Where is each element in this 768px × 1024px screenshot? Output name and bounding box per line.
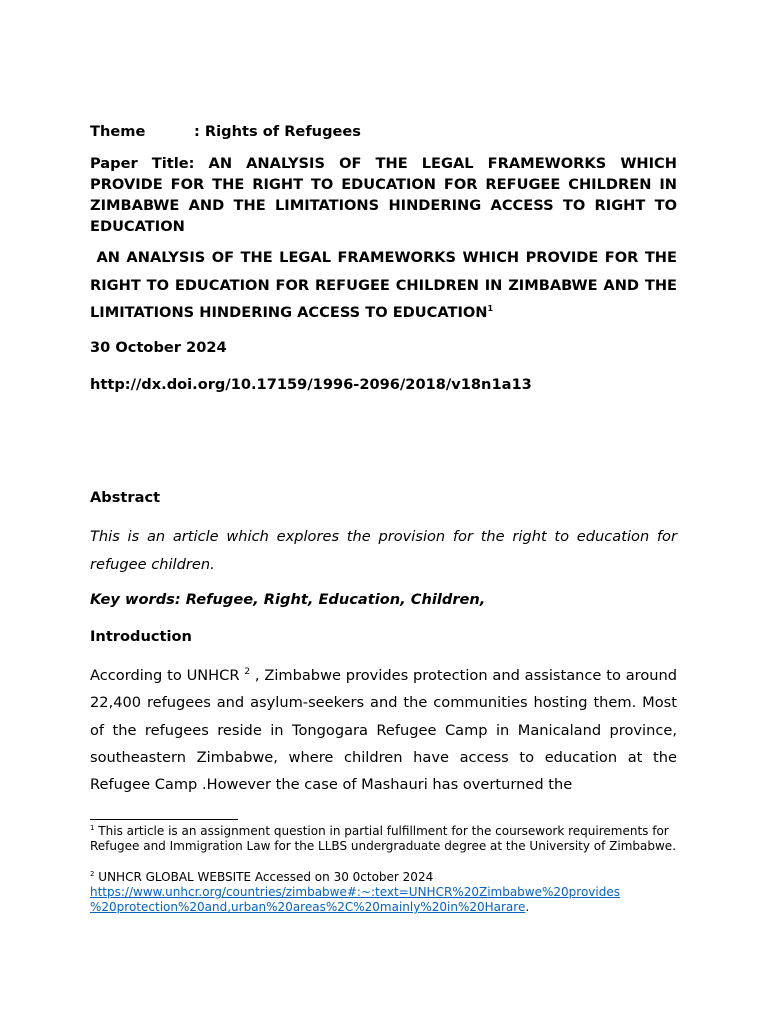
footnote-1-text: This article is an assignment question in partial fulfillment for the coursework requirements for Refugee and Immigration Law for the LLBS undergraduate degree at the University of Zimbabwe. xyxy=(90,824,677,853)
publication-date: 30 October 2024 xyxy=(90,339,227,356)
footnote-2 xyxy=(90,870,677,915)
doi-text: http://dx.doi.org/10.17159/1996-2096/2018/v18n1a13 xyxy=(90,376,532,393)
intro-text-before: According to UNHCR xyxy=(90,667,240,684)
introduction-heading: Introduction xyxy=(90,628,192,645)
keywords: Key words: Refugee, Right, Education, Children, xyxy=(90,591,486,608)
footnote-1-mark: 1 xyxy=(90,824,95,832)
abstract-text: This is an article which explores the provision for the right to education for refugee children. xyxy=(90,528,677,573)
unhcr-link[interactable] xyxy=(90,885,620,914)
footnote-2-mark-visible: 2 xyxy=(90,870,95,878)
paper-title-label: Paper Title: xyxy=(90,155,195,172)
footnote-2-text: UNHCR GLOBAL WEBSITE Accessed on 30 0ctober 2024 xyxy=(98,870,434,884)
footnote-2-suffix: . xyxy=(525,900,530,914)
intro-text-after: , Zimbabwe provides protection and assistance to around 22,400 refugees and asylum-seekers and the communities hosting them. Most of the refugees reside in Tongogara Refugee Camp in Manicaland province, southeastern Zimbabwe, where children have access to education at the Refugee Camp .However the case of Mashauri has overturned the xyxy=(90,667,678,794)
theme-value: : Rights of Refugees xyxy=(194,123,361,140)
footnote-ref-1[interactable]: 1 xyxy=(487,304,494,314)
footnote-separator xyxy=(90,819,238,820)
footnote-ref-2[interactable]: 2 xyxy=(244,667,251,678)
unhcr-link-line1: https://www.unhcr.org/countries/zimbabwe#:~:text=UNHCR%20Zimbabwe%20provides xyxy=(90,885,620,899)
paper-title xyxy=(90,153,677,237)
footnote-1 xyxy=(90,824,677,854)
paper-title-text: AN ANALYSIS OF THE LEGAL FRAMEWORKS WHICH PROVIDE FOR THE RIGHT TO EDUCATION FOR REFUGEE CHILDREN IN ZIMBABWE AND THE LIMITATIONS HINDERING ACCESS TO RIGHT TO EDUCATION xyxy=(90,155,677,235)
theme-label: Theme xyxy=(90,123,146,140)
abstract-heading: Abstract xyxy=(90,489,161,506)
article-heading-text: AN ANALYSIS OF THE LEGAL FRAMEWORKS WHICH PROVIDE FOR THE RIGHT TO EDUCATION FOR REFUGEE CHILDREN IN ZIMBABWE AND THE LIMITATIONS HINDERING ACCESS TO EDUCATION xyxy=(90,249,677,321)
article-heading xyxy=(90,244,677,327)
introduction-text xyxy=(90,662,677,798)
theme-line xyxy=(90,122,677,142)
unhcr-link-line2: %20protection%20and,urban%20areas%2C%20mainly%20in%20Harare xyxy=(90,900,526,914)
